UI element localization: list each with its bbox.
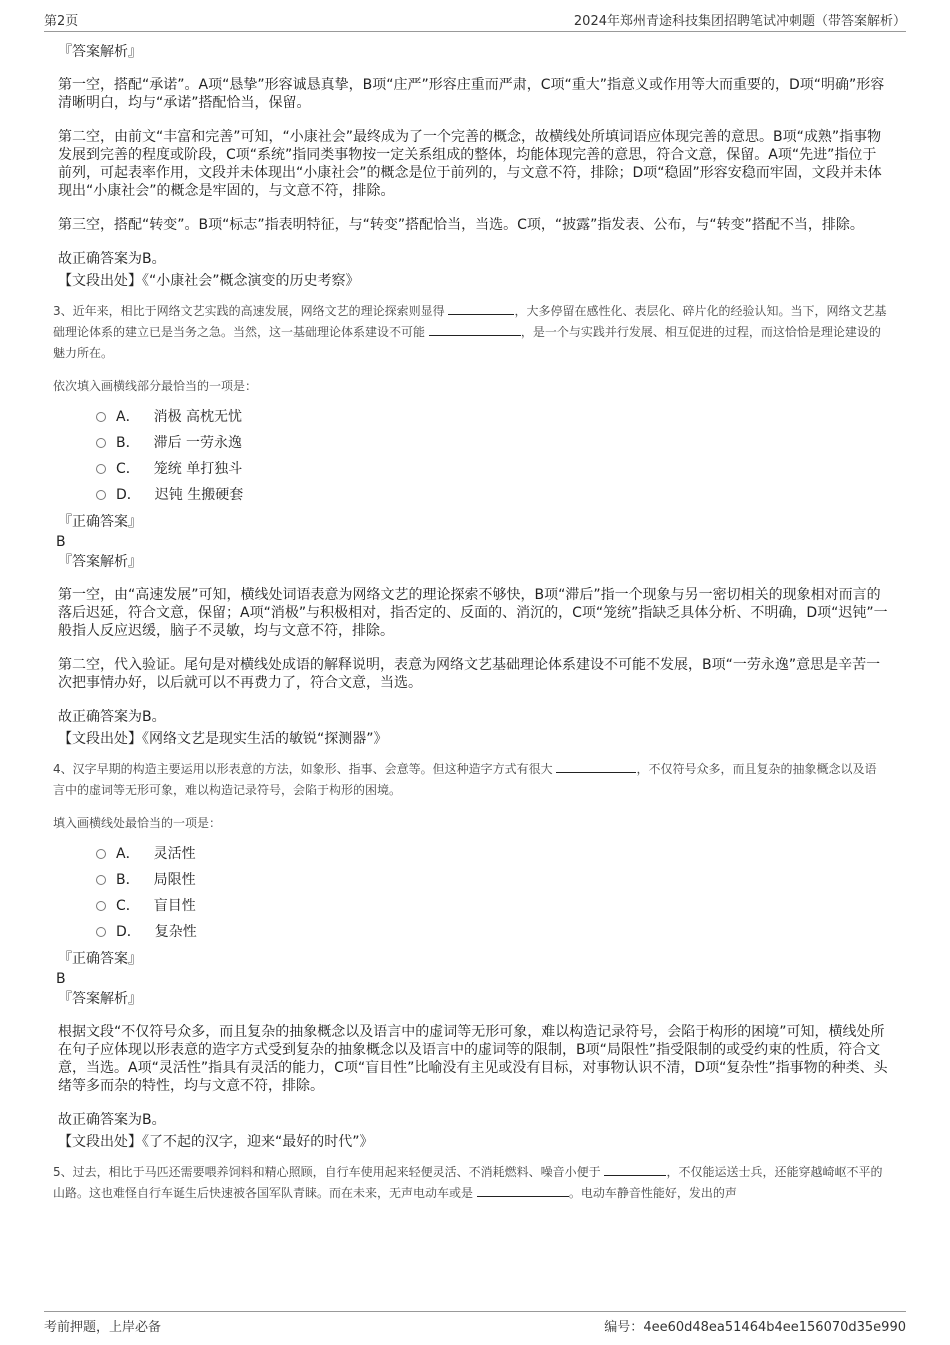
footer-divider	[44, 1311, 906, 1312]
q4-answer: B	[56, 971, 66, 987]
q4-analysis-label: 『答案解析』	[58, 991, 142, 1007]
q4-prompt: 填入画横线处最恰当的一项是：	[53, 816, 222, 830]
q5-stem: 5、过去，相比于马匹还需要喂养饲料和精心照顾，自行车使用起来轻便灵活、不消耗燃料、噪音小便于 ，不仅能运送士兵，还能穿越崎岖不平的山路。这也难怪自行车诞生后快速被各国军队青睐。而在未来，无声电动车或是 。电动车静音性能好，发出的声	[53, 1165, 883, 1200]
q5-blank-2	[477, 1184, 569, 1197]
q4-stem: 4、汉字早期的构造主要运用以形表意的方法，如象形、指事、会意等。但这种造字方式有很大 ，不仅符号众多，而且复杂的抽象概念以及语言中的虚词等无形可象，难以构造记录符号，会陷于构形的困境。	[53, 762, 877, 797]
radio-icon[interactable]	[96, 901, 106, 911]
q4-option-b[interactable]: B． 局限性	[96, 867, 888, 893]
q3-option-a[interactable]: A． 消极 高枕无忧	[96, 404, 888, 430]
q3-stem: 3、近年来，相比于网络文艺实践的高速发展，网络文艺的理论探索则显得 ，大多停留在感性化、表层化、碎片化的经验认知。当下，网络文艺基础理论体系的建立已是当务之急。当然，这一基础理论体系建设不可能 ，是一个与实践并行发展、相互促进的过程，而这恰恰是理论建设的魅力所在。	[53, 304, 887, 360]
footer-slogan: 考前押题，上岸必备	[44, 1320, 162, 1335]
q3-prompt: 依次填入画横线部分最恰当的一项是：	[53, 379, 258, 393]
q4-option-c[interactable]: C． 盲目性	[96, 893, 888, 919]
q2-analysis-para-1: 第一空，搭配“承诺”。A项“恳挚”形容诚恳真挚，B项“庄严”形容庄重而严肃，C项“重大”指意义或作用等大而重要的，D项“明确”形容清晰明白，均与“承诺”搭配恰当，保留。	[58, 77, 885, 111]
radio-icon[interactable]	[96, 464, 106, 474]
q3-correct-label: 『正确答案』	[58, 514, 142, 530]
q3-blank-1	[448, 302, 514, 315]
q4-options	[58, 841, 888, 945]
q3-analysis-label: 『答案解析』	[58, 554, 142, 570]
q3-analysis-para-1: 第一空，由“高速发展”可知，横线处词语表意为网络文艺的理论探索不够快，B项“滞后”指一个现象与另一密切相关的现象相对而言的落后迟延，符合文意，保留；A项“消极”与积极相对，指否定的、反面的、消沉的，C项“笼统”指缺乏具体分析、不明确，D项“迟钝”一般指人反应迟缓，脑子不灵敏，均与文意不符，排除。	[58, 587, 888, 639]
radio-icon[interactable]	[96, 927, 106, 937]
q2-analysis-para-2: 第二空，由前文“丰富和完善”可知，“小康社会”最终成为了一个完善的概念，故横线处所填词语应体现完善的意思。B项“成熟”指事物发展到完善的程度或阶段，C项“系统”指同类事物按一定关系组成的整体，均能体现完善的意思，符合文意，保留。A项“先进”指位于前列，可起表率作用，文段并未体现出“小康社会”的概念是位于前列的，与文意不符，排除；D项“稳固”形容安稳而牢固，文段并未体现出“小康社会”的概念是牢固的，与文意不符，排除。	[58, 129, 882, 199]
q2-analysis-label: 『答案解析』	[58, 44, 142, 60]
radio-icon[interactable]	[96, 412, 106, 422]
radio-icon[interactable]	[96, 875, 106, 885]
q3-conclusion: 故正确答案为B。	[58, 709, 166, 725]
q4-option-d[interactable]: D． 复杂性	[96, 919, 888, 945]
q3-source: 【文段出处】《网络文艺是现实生活的敏锐“探测器”》	[58, 731, 388, 747]
page-content	[53, 42, 888, 1204]
q4-analysis-para-1: 根据文段“不仅符号众多，而且复杂的抽象概念以及语言中的虚词等无形可象，难以构造记录符号，会陷于构形的困境”可知，横线处所在句子应体现以形表意的造字方式受到复杂的抽象概念以及语言中的虚词等的限制，B项“局限性”指受限制的或受约束的性质，符合文意，当选。A项“灵活性”指具有灵活的能力，C项“盲目性”比喻没有主见或没有目标，对事物认识不清，D项“复杂性”指事物的种类、头绪等多而杂的特性，均与文意不符，排除。	[58, 1024, 888, 1094]
q3-option-d[interactable]: D． 迟钝 生搬硬套	[96, 482, 888, 508]
page-number: 第2页	[44, 14, 79, 29]
footer-code-value: 4ee60d48ea51464b4ee156070d35e990	[643, 1320, 906, 1335]
q3-options	[58, 404, 888, 508]
radio-icon[interactable]	[96, 490, 106, 500]
q2-conclusion: 故正确答案为B。	[58, 251, 166, 267]
document-title: 2024年郑州青途科技集团招聘笔试冲刺题（带答案解析）	[573, 14, 906, 29]
footer-code-label: 编号：	[604, 1320, 644, 1335]
q2-source: 【文段出处】《“小康社会”概念演变的历史考察》	[58, 273, 360, 289]
q4-option-a[interactable]: A． 灵活性	[96, 841, 888, 867]
header-divider	[44, 31, 906, 32]
q4-blank	[556, 760, 636, 773]
q4-conclusion: 故正确答案为B。	[58, 1112, 166, 1128]
q3-option-c[interactable]: C． 笼统 单打独斗	[96, 456, 888, 482]
q3-analysis-para-2: 第二空，代入验证。尾句是对横线处成语的解释说明，表意为网络文艺基础理论体系建设不可能不发展，B项“一劳永逸”意思是辛苦一次把事情办好，以后就可以不再费力了，符合文意，当选。	[58, 657, 881, 691]
q5-blank-1	[604, 1163, 666, 1176]
q4-correct-label: 『正确答案』	[58, 951, 142, 967]
q3-blank-2	[429, 323, 521, 336]
radio-icon[interactable]	[96, 849, 106, 859]
radio-icon[interactable]	[96, 438, 106, 448]
footer-code	[604, 1316, 906, 1335]
q2-analysis-para-3: 第三空，搭配“转变”。B项“标志”指表明特征，与“转变”搭配恰当，当选。C项，“披露”指发表、公布，与“转变”搭配不当，排除。	[58, 217, 864, 233]
q4-source: 【文段出处】《了不起的汉字，迎来“最好的时代”》	[58, 1134, 374, 1150]
q3-option-b[interactable]: B． 滞后 一劳永逸	[96, 430, 888, 456]
q3-answer: B	[56, 534, 66, 550]
